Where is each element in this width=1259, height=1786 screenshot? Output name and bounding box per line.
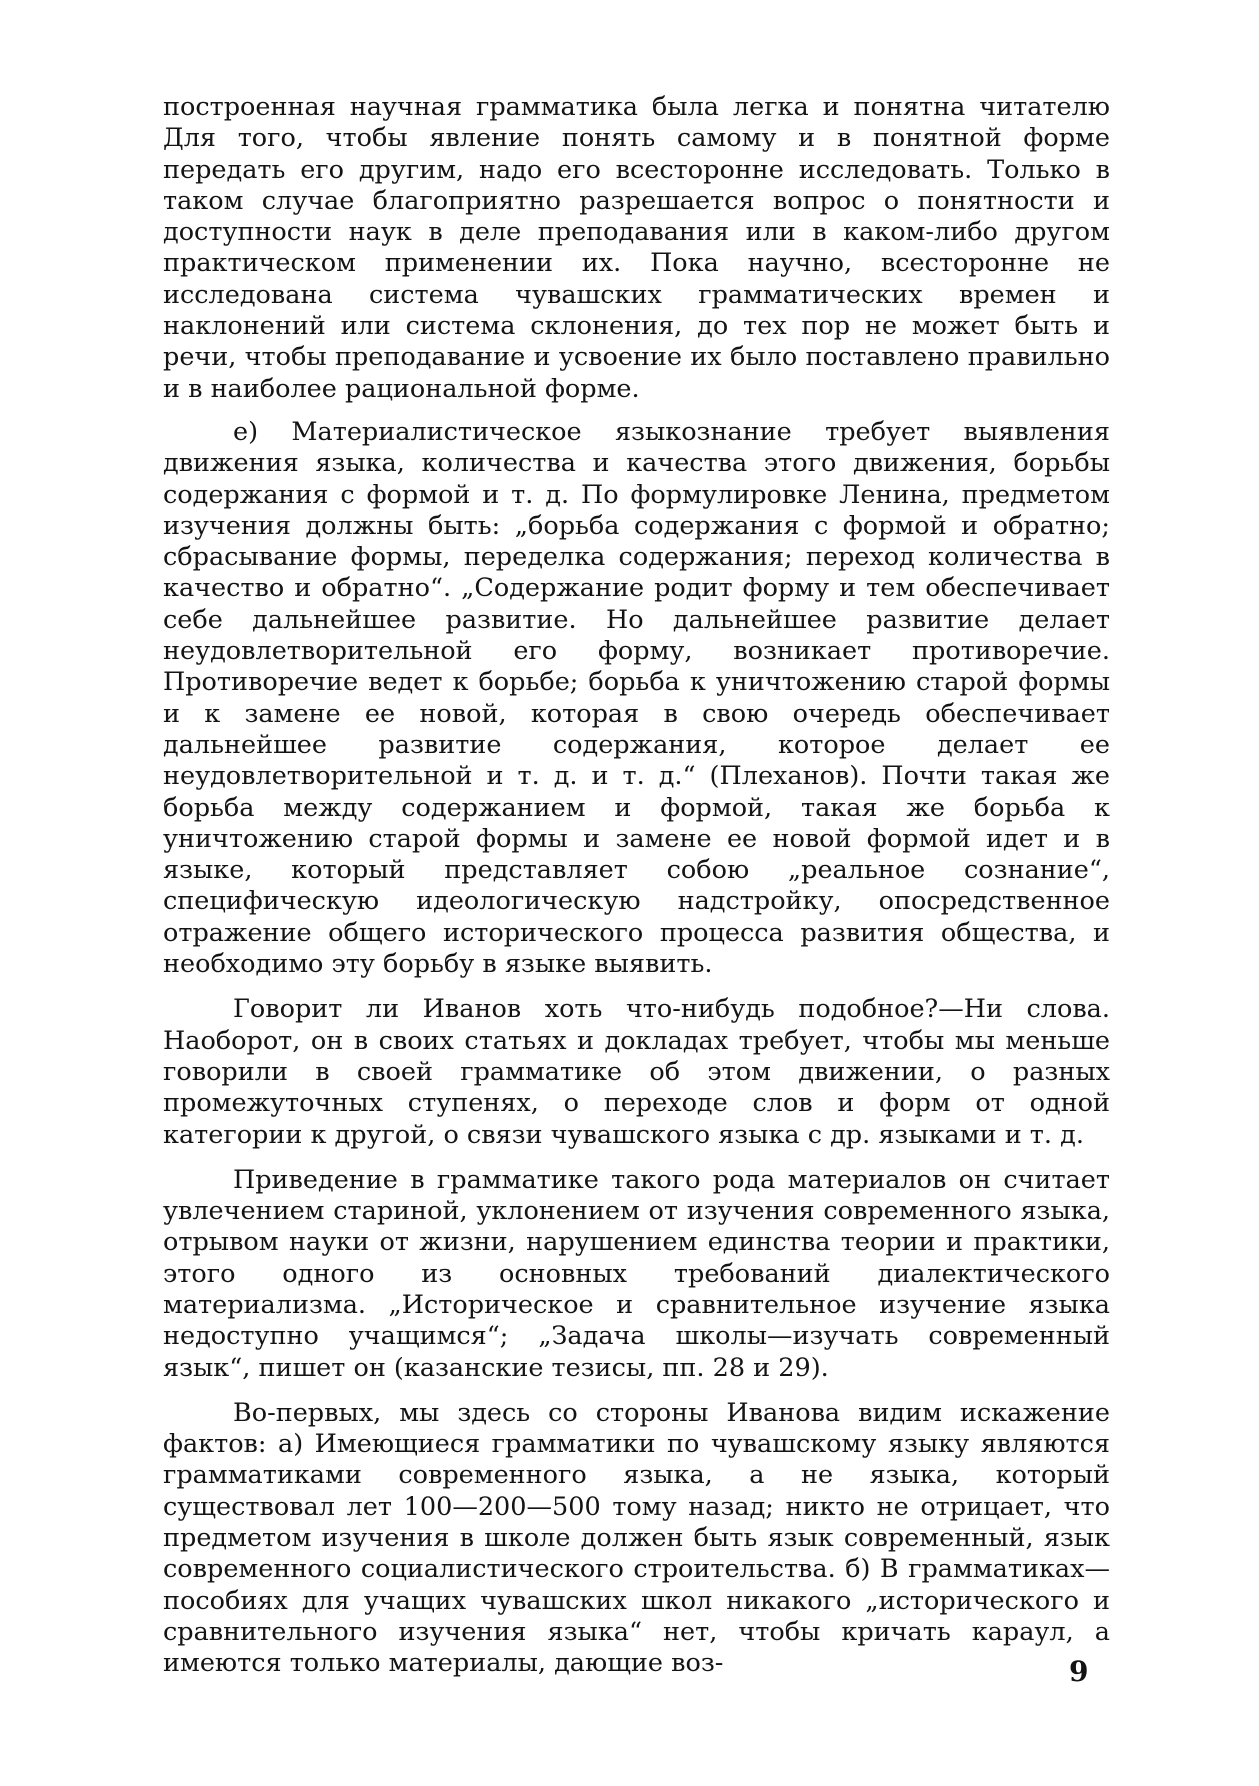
paragraph-1: построенная научная грамматика была легка и понятна читателю Для того, чтобы явление понять самому и в понятной форме передать его другим, надо его всесторонне исследовать. Только в таком случае благоприятно разрешается вопрос о понятности и доступности наук в деле преподавания или в каком-либо другом практическом применении их. Пока научно, всесторонне не исследована система чувашских грамматических времен и наклонений или система склонения, до тех пор не может быть и речи, чтобы преподавание и усвоение их было поставлено правильно и в наиболее рациональной форме. xyxy=(163,92,1110,404)
paragraph-3: Говорит ли Иванов хоть что-нибудь подобное?—Ни слова. Наоборот, он в своих статьях и докладах требует, чтобы мы меньше говорили в своей грамматике об этом движении, о разных промежуточных ступенях, о переходе слов и форм от одной категории к другой, о связи чувашского языка с др. языками и т. д. xyxy=(163,994,1110,1150)
paragraph-2: е) Материалистическое языкознание требует выявления движения языка, количества и качества этого движения, борьбы содержания с формой и т. д. По формулировке Ленина, предметом изучения должны быть: „борьба содержания с формой и обратно; сбрасывание формы, переделка содержания; переход количества в качество и обратно“. „Содержание родит форму и тем обеспечивает себе дальнейшее развитие. Но дальнейшее развитие делает неудовлетворительной его форму, возникает противоречие. Противоречие ведет к борьбе; борьба к уничтожению старой формы и к замене ее новой, которая в свою очередь обеспечивает дальнейшее развитие содержания, которое делает ее неудовлетворительной и т. д. и т. д.“ (Плеханов). Почти такая же борьба между содержанием и формой, такая же борьба к уничтожению старой формы и замене ее новой формой идет и в языке, который представляет собою „реальное сознание“, специфическую идеологическую надстройку, опосредственное отражение общего исторического процесса развития общества, и необходимо эту борьбу в языке выявить. xyxy=(163,416,1110,980)
paragraph-5: Во-первых, мы здесь со стороны Иванова видим искажение фактов: а) Имеющиеся грамматики по чувашскому языку являются грамматиками современного языка, а не языка, который существовал лет 100—200—500 тому назад; никто не отрицает, что предметом изучения в школе должен быть язык современный, язык современного социалистического строительства. б) В грамматиках—пособиях для учащих чувашских школ никакого „исторического и сравнительного изучения языка“ нет, чтобы кричать караул, а имеются только материалы, дающие воз- xyxy=(163,1397,1110,1679)
page-text-body xyxy=(163,92,1110,1694)
page-number: 9 xyxy=(1069,1655,1089,1688)
paragraph-4: Приведение в грамматике такого рода материалов он считает увлечением стариной, уклонением от изучения современного языка, отрывом науки от жизни, нарушением единства теории и практики, этого одного из основных требований диалектического материализма. „Историческое и сравнительное изучение языка недоступно учащимся“; „Задача школы—изучать современный язык“, пишет он (казанские тезисы, пп. 28 и 29). xyxy=(163,1164,1110,1383)
